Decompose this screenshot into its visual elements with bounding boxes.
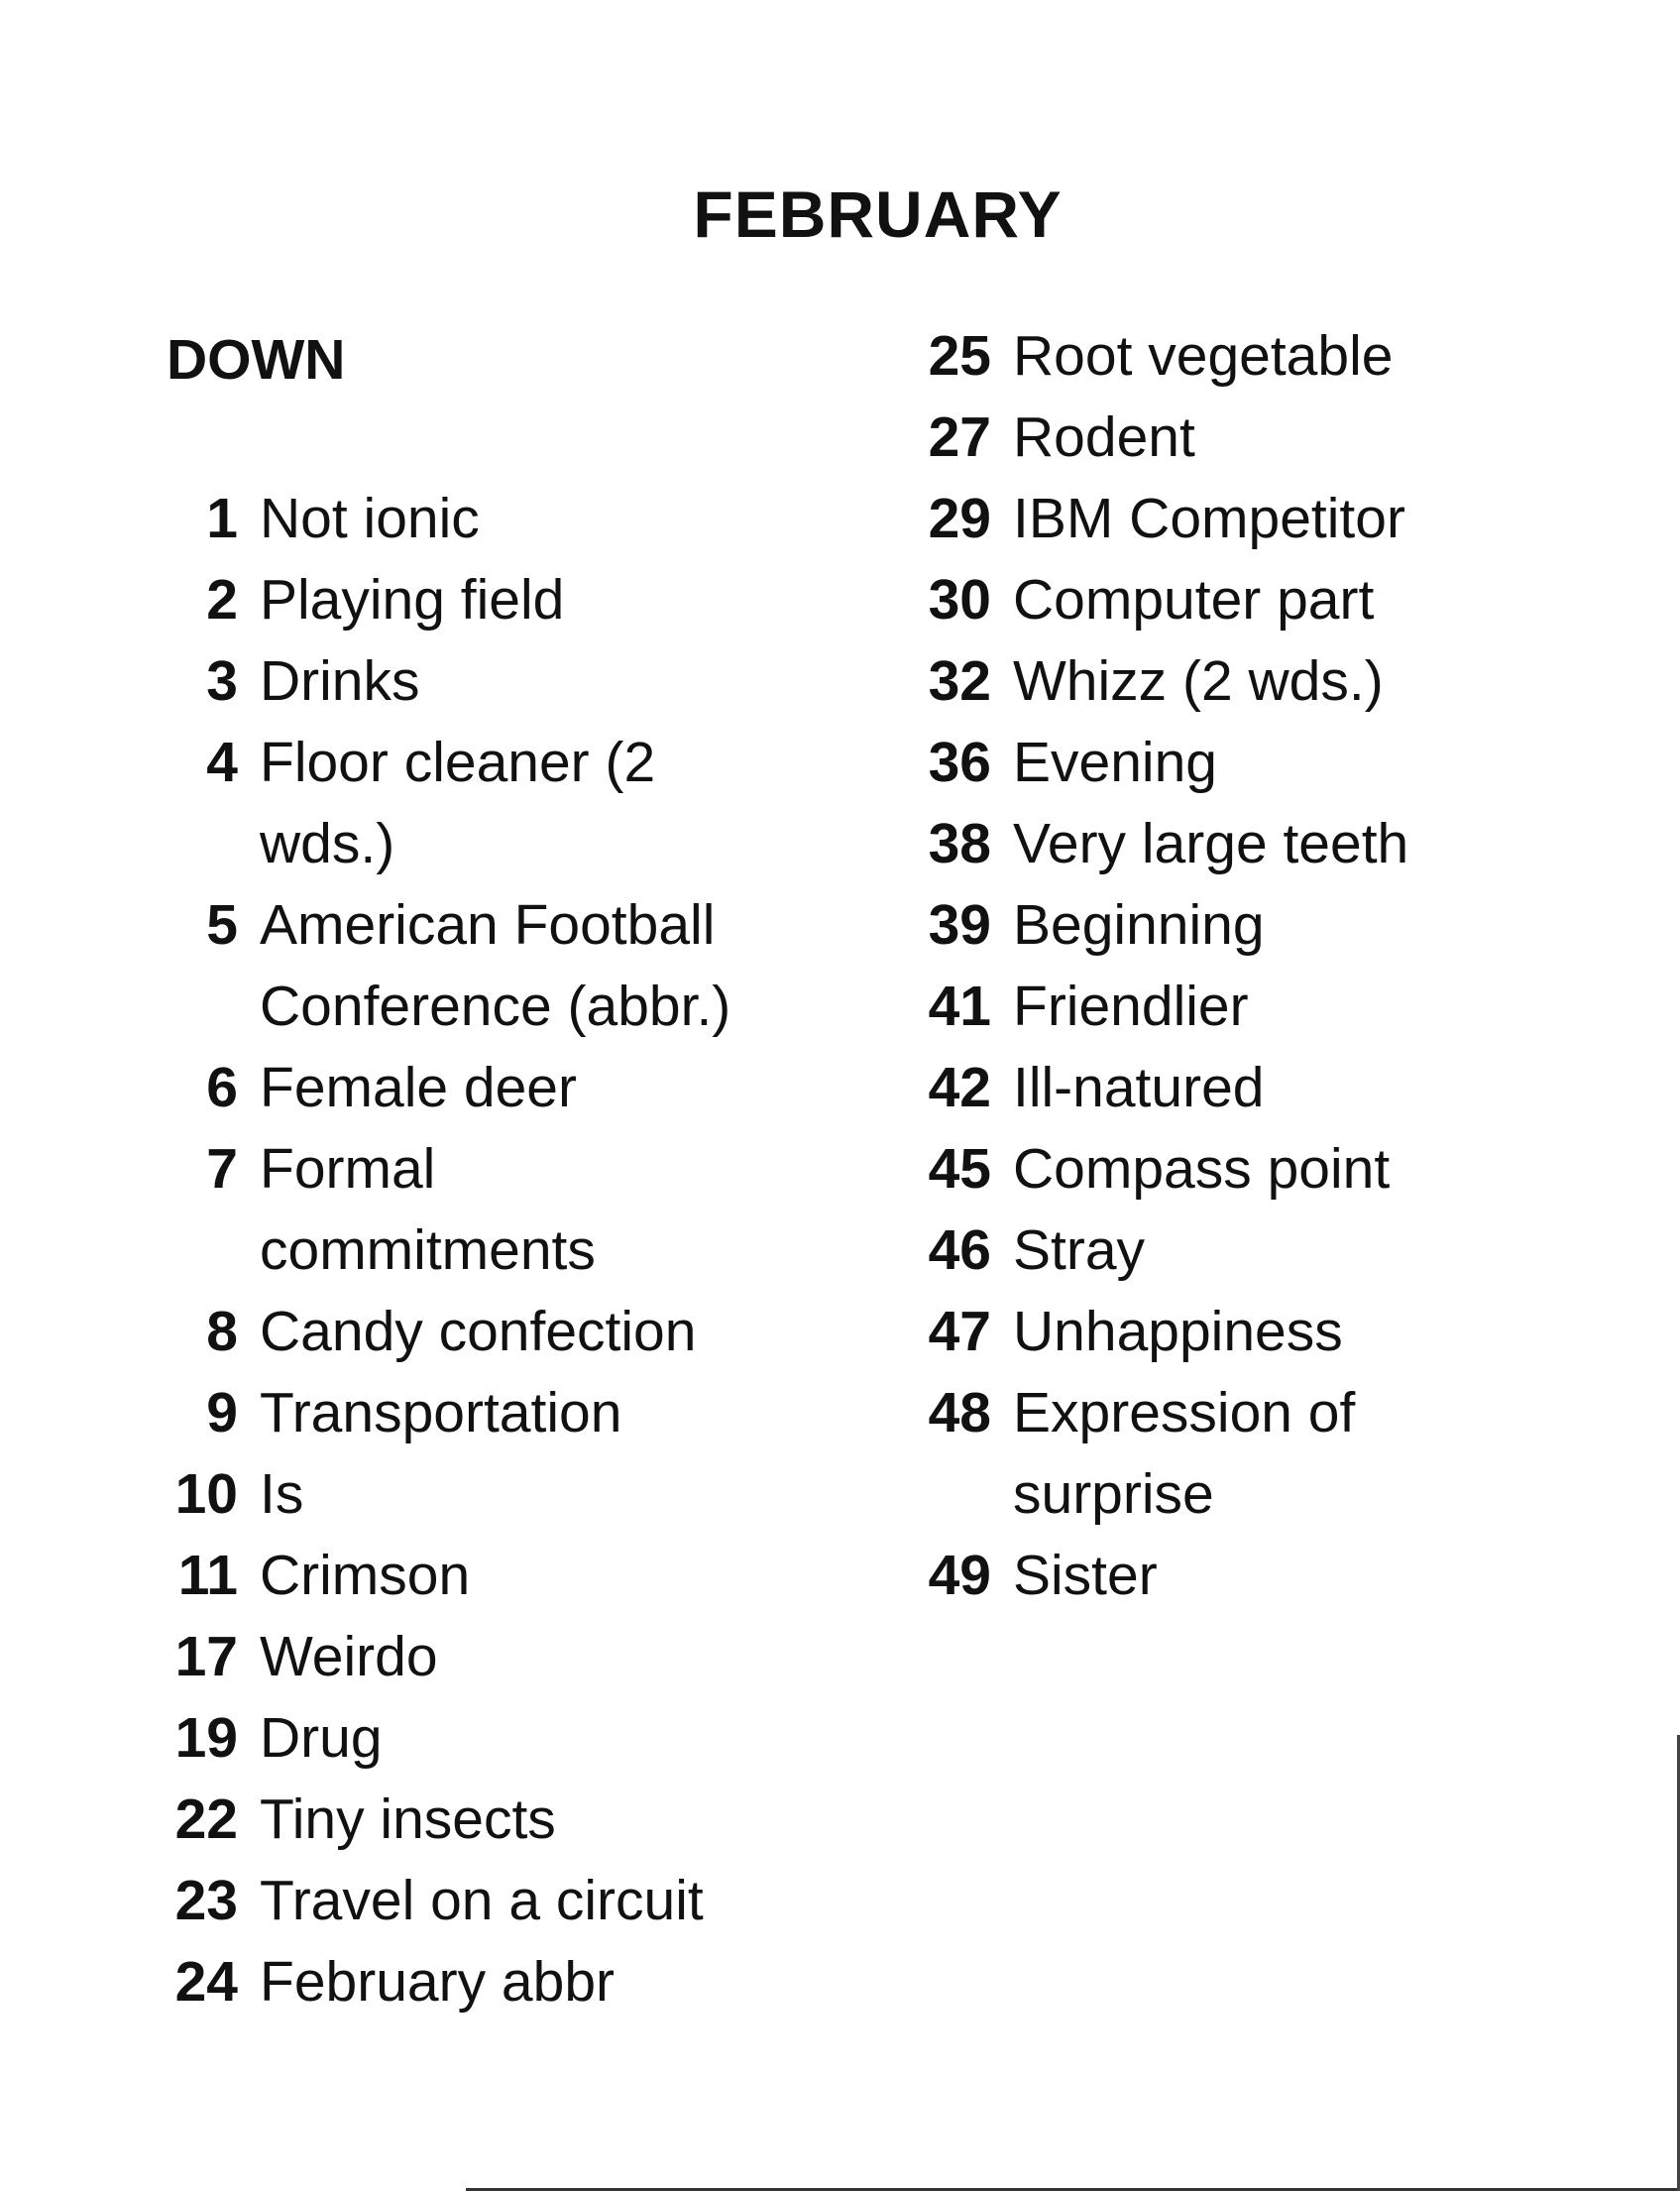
clue-item <box>902 1535 1528 1616</box>
clue-number: 24 <box>174 1950 238 2014</box>
clue-number: 42 <box>928 1056 991 1119</box>
clue-item <box>902 315 1528 397</box>
clue-text: IBM Competitor <box>1013 487 1405 550</box>
clue-number: 29 <box>928 487 991 550</box>
clue-item <box>149 1860 785 1941</box>
clue-text: Drug <box>260 1706 383 1770</box>
clue-number: 48 <box>928 1381 991 1444</box>
clue-item <box>149 1128 785 1291</box>
clue-item <box>902 1210 1528 1291</box>
clue-text: Computer part <box>1013 568 1375 632</box>
clue-item <box>902 722 1528 803</box>
clue-text: Root vegetable <box>1013 324 1394 388</box>
clue-text: Sister <box>1013 1544 1158 1607</box>
clue-text: American Football Conference (abbr.) <box>260 893 731 1038</box>
clue-number: 41 <box>928 975 991 1038</box>
clue-text: Ill-natured <box>1013 1056 1265 1119</box>
clue-number: 19 <box>174 1706 238 1770</box>
clue-number: 6 <box>206 1056 238 1119</box>
clue-text: Friendlier <box>1013 975 1249 1038</box>
clue-item <box>902 1372 1528 1535</box>
clue-number: 36 <box>928 731 991 794</box>
clue-number: 8 <box>206 1300 238 1363</box>
clue-text: Travel on a circuit <box>260 1869 704 1932</box>
clue-text: Playing field <box>260 568 565 632</box>
clue-list-right <box>902 315 1528 1616</box>
clue-item <box>902 478 1528 559</box>
clue-text: Crimson <box>260 1544 471 1607</box>
clue-item <box>149 1616 785 1697</box>
clue-item <box>149 559 785 640</box>
clue-item <box>149 1453 785 1535</box>
clue-number: 27 <box>928 405 991 469</box>
section-heading-down: DOWN <box>167 328 346 392</box>
clue-number: 9 <box>206 1381 238 1444</box>
clue-number: 47 <box>928 1300 991 1363</box>
clue-number: 23 <box>174 1869 238 1932</box>
clue-item <box>149 1697 785 1779</box>
clue-text: Unhappiness <box>1013 1300 1343 1363</box>
clue-list-left <box>149 478 785 2022</box>
clue-text: Is <box>260 1462 304 1526</box>
clue-text: Compass point <box>1013 1137 1391 1201</box>
clue-text: Drinks <box>260 649 420 713</box>
clue-number: 25 <box>928 324 991 388</box>
clue-item <box>149 722 785 884</box>
clue-number: 4 <box>206 731 238 794</box>
clue-number: 10 <box>174 1462 238 1526</box>
clue-item <box>149 1372 785 1453</box>
page-title: FEBRUARY <box>693 177 1063 251</box>
clue-number: 46 <box>928 1218 991 1282</box>
clue-text: Transportation <box>260 1381 622 1444</box>
clue-number: 30 <box>928 568 991 632</box>
clue-number: 45 <box>928 1137 991 1201</box>
clue-number: 22 <box>174 1787 238 1851</box>
clue-item <box>149 1779 785 1860</box>
clue-number: 39 <box>928 893 991 957</box>
clue-text: Tiny insects <box>260 1787 556 1851</box>
clue-text: Rodent <box>1013 405 1195 469</box>
clue-text: Formal commitments <box>260 1137 596 1282</box>
clue-number: 5 <box>206 893 238 957</box>
clue-text: February abbr <box>260 1950 616 2014</box>
clue-item <box>902 1128 1528 1210</box>
clue-text: Expression of surprise <box>1013 1381 1356 1526</box>
clue-text: Beginning <box>1013 893 1265 957</box>
clue-item <box>902 559 1528 640</box>
clue-item <box>902 1291 1528 1372</box>
clue-text: Candy confection <box>260 1300 697 1363</box>
clue-number: 32 <box>928 649 991 713</box>
clue-item <box>149 1941 785 2022</box>
clue-item <box>902 397 1528 478</box>
clue-item <box>149 1047 785 1128</box>
clue-text: Weirdo <box>260 1625 438 1688</box>
clue-item <box>149 478 785 559</box>
clue-number: 17 <box>174 1625 238 1688</box>
clue-number: 1 <box>206 487 238 550</box>
clue-text: Female deer <box>260 1056 577 1119</box>
clue-number: 2 <box>206 568 238 632</box>
clue-number: 49 <box>928 1544 991 1607</box>
clue-item <box>149 884 785 1047</box>
clue-text: Floor cleaner (2 wds.) <box>260 731 656 875</box>
clue-item <box>902 1047 1528 1128</box>
clue-item <box>902 640 1528 722</box>
clue-item <box>149 640 785 722</box>
clue-number: 7 <box>206 1137 238 1201</box>
clue-number: 3 <box>206 649 238 713</box>
clue-text: Stray <box>1013 1218 1146 1282</box>
clue-text: Evening <box>1013 731 1217 794</box>
clue-text: Very large teeth <box>1013 812 1409 875</box>
clue-number: 11 <box>177 1544 238 1607</box>
clue-number: 38 <box>928 812 991 875</box>
clue-item <box>149 1535 785 1616</box>
clue-text: Whizz (2 wds.) <box>1013 649 1384 713</box>
clue-item <box>902 884 1528 966</box>
clue-text: Not ionic <box>260 487 480 550</box>
clue-item <box>902 966 1528 1047</box>
clue-item <box>149 1291 785 1372</box>
clue-item <box>902 803 1528 884</box>
